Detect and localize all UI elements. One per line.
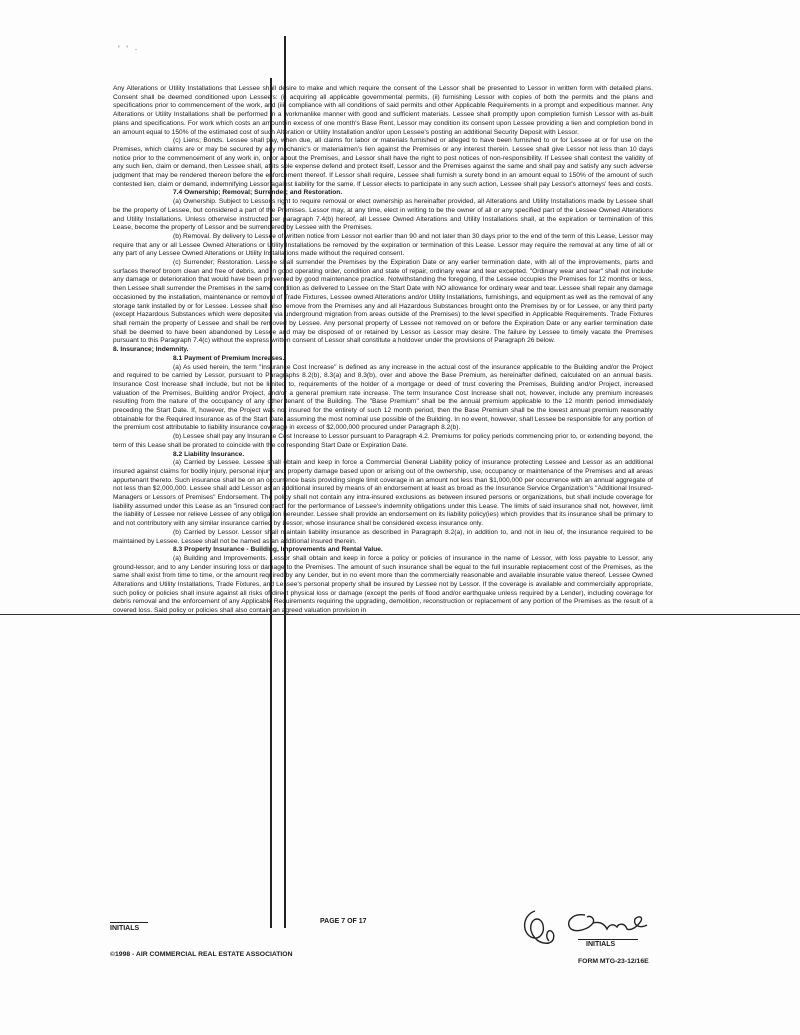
- lease-body-text: [113, 85, 653, 616]
- paragraph-carried-by-lessee: (a) Carried by Lessee. Lessee shall obtain and keep in force a Commercial General Liability policy of insurance protecting Lessee and Lessor as an additional insured against claims for bodily injury, personal injury and property damage based upon or arising out of the ownership, use, occupancy or maintenance of the Premises and all areas appurtenant thereto. Such insurance shall be on an occurrence basis providing single limit coverage in an amount not less than $1,000,000 per occurrence with an annual aggregate of not less than $2,000,000. Lessee shall add Lessor as an additional insured by means of an endorsement at least as broad as the Insurance Service Organization's "Additional Insured-Managers or Lessors of Premises" Endorsement. The policy shall not contain any intra-insured exclusions as between insured persons or organizations, but shall include coverage for liability assumed under this Lease as an "insured contract" for the performance of Lessee's indemnity obligations under this Lease. The limits of said insurance shall not, however, limit the liability of Lessee nor relieve Lessee of any obligation hereunder. Lessee shall provide an endorsement on its liability policy(ies) which provides that its insurance shall be primary to and not contributory with any similar insurance carried by Lessor, whose insurance shall be considered excess insurance only.: [113, 459, 653, 528]
- corner-mark: ' ' ·: [118, 44, 140, 54]
- paragraph-carried-by-lessor: (b) Carried by Lessor. Lessor shall maintain liability insurance as described in Paragraph 8.2(a), in addition to, and not in lieu of, the insurance required to be maintained by Lessee. Lessee shall not be named as an additional insured therein.: [113, 528, 653, 545]
- initials-line-right: [578, 939, 638, 940]
- initials-right: [586, 941, 615, 948]
- paragraph-liens-bonds: (c) Liens; Bonds. Lessee shall pay, when due, all claims for labor or materials furnished or alleged to have been furnished to or for Lessee at or for use on the Premises, which claims are or may be secured by any mechanic's or materialmen's lien against the Premises or any interest therein. Lessee shall give Lessor not less than 10 days notice prior to the commencement of any work in, on or about the Premises, and Lessor shall have the right to post notices of non-responsibility. If Lessee shall contest the validity of any such lien, claim or demand, then Lessee shall, at its sole expense defend and protect itself, Lessor and the Premises against the same and shall pay and satisfy any such adverse judgment that may be rendered thereon before the enforcement thereof. If Lessor shall require, Lessee shall furnish a surety bond in an amount equal to 150% of the amount of such contested lien, claim or demand, indemnifying Lessor against liability for the same. If Lessor elects to participate in any such action, Lessee shall pay Lessor's attorneys' fees and costs.: [113, 137, 653, 188]
- heading-8-2: 8.2 Liability Insurance.: [173, 450, 245, 458]
- heading-8: 8. Insurance; Indemnity.: [113, 346, 189, 354]
- paragraph-surrender: (c) Surrender; Restoration. Lessee shall surrender the Premises by the Expiration Date or any earlier termination date, with all of the improvements, parts and surfaces thereof broom clean and free of debris, and in good operating order, condition and state of repair, ordinary wear and tear excepted. "Ordinary wear and tear" shall not include any damage or deterioration that would have been prevented by good maintenance practice. Notwithstanding the foregoing, if the Lessee occupies the Premises for 12 months or less, then Lessee shall surrender the Premises in the same condition as delivered to Lessee on the Start Date with NO allowance for ordinary wear and tear. Lessee shall repair any damage occasioned by the installation, maintenance or removal of Trade Fixtures, Lessee owned Alterations and/or Utility Installations, furnishings, and equipment as well as the removal of any storage tank installed by or for Lessee. Lessee shall also remove from the Premises any and all Hazardous Substances brought onto the Premises by or for Lessee, or any third party (except Hazardous Substances which were deposited via underground migration from areas outside of the Premises) to the level specified in Applicable Requirements. Trade Fixtures shall remain the property of Lessee and shall be removed by Lessee. Any personal property of Lessee not removed on or before the Expiration Date or any earlier termination date shall be deemed to have been abandoned by Lessee and may be disposed of or retained by Lessor as Lessor may desire. The failure by Lessee to timely vacate the Premises pursuant to this Paragraph 7.4(c) without the express written consent of Lessor shall constitute a holdover under the provisions of Paragraph 26 below.: [113, 259, 653, 345]
- paragraph-ownership: (a) Ownership. Subject to Lessor's right to require removal or elect ownership as hereinafter provided, all Alterations and Utility Installations made by Lessee shall be the property of Lessee, but considered a part of the Premises. Lessor may, at any time, elect in writing to be the owner of all or any specified part of the Lessee Owned Alterations and Utility Installations. Unless otherwise instructed per paragraph 7.4(b) hereof, all Lessee Owned Alterations and Utility Installations shall, at the expiration or termination of this Lease, become the property of Lessor and be surrendered by Lessee with the Premises.: [113, 198, 653, 232]
- heading-7-4: 7.4 Ownership; Removal; Surrender; and Restoration.: [173, 189, 343, 197]
- form-number: FORM MTG-23-12/16E: [578, 958, 649, 965]
- heading-8-1: 8.1 Payment of Premium Increases.: [173, 354, 285, 362]
- heading-8-3: 8.3 Property Insurance - Building, Improvements and Rental Value.: [173, 546, 383, 554]
- page-number: PAGE 7 OF 17: [320, 918, 367, 925]
- initials-right-label: INITIALS: [586, 941, 616, 948]
- paragraph-premium-payment: (b) Lessee shall pay any Insurance Cost Increase to Lessor pursuant to Paragraph 4.2. Premiums for policy periods commencing prior to, or extending beyond, the term of this Lease shall be prorated to coincide with the corresponding Start Date or Expiration Date.: [113, 433, 653, 449]
- initials-line-left: [110, 922, 148, 923]
- paragraph-removal: (b) Removal. By delivery to Lessee of written notice from Lessor not earlier than 90 and not later than 30 days prior to the end of the term of this Lease, Lessor may require that any or all Lessee Owned Alterations or Utility Installations be removed by the expiration or termination of this Lease. Lessor may require the removal at any time of all or any part of any Lessee Owned Alterations or Utility Installations made without the required consent.: [113, 232, 653, 258]
- initials-left-label: INITIALS: [110, 925, 140, 932]
- initials-left: [110, 925, 139, 932]
- paragraph-building-improvements: (a) Building and Improvements. Lessor shall obtain and keep in force a policy or policies of insurance in the name of Lessor, with loss payable to Lessor, any ground-lessor, and to any Lender insuring loss or damage to the Premises. The amount of such insurance shall be equal to the full insurable replacement cost of the Premises, as the same shall exist from time to time, or the amount required by any Lender, but in no event more than the commercially reasonable and available insurable value thereof. Lessee Owned Alterations and Utility Installations, Trade Fixtures, and Lessee's personal property shall be insured by Lessee not by Lessor. If the coverage is available and commercially appropriate, such policy or policies shall insure against all risks of direct physical loss or damage (except the perils of flood and/or earthquake unless required by a Lender), including coverage for debris removal and the enforcement of any Applicable Requirements requiring the upgrading, demolition, reconstruction or replacement of any portion of the Premises as the result of a covered loss. Said policy or policies shall also contain an agreed valuation provision in: [113, 554, 653, 615]
- paragraph-alterations-consent: Any Alterations or Utility Installations that Lessee shall desire to make and which require the consent of the Lessor shall be presented to Lessor in written form with detailed plans. Consent shall be deemed conditioned upon Lessee's: (i) acquiring all applicable governmental permits, (ii) furnishing Lessor with copies of both the permits and the plans and specifications prior to commencement of the work, and (iii) compliance with all conditions of said permits and other Applicable Requirements in a prompt and expeditious manner. Any Alterations or Utility Installations shall be performed in a workmanlike manner with good and sufficient materials. Lessee shall promptly upon completion furnish Lessor with as-built plans and specifications. For work which costs an amount in excess of one month's Base Rent, Lessor may condition its consent upon Lessee providing a lien and completion bond in an amount equal to 150% of the estimated cost of such Alteration or Utility Installation and/or upon Lessee's posting an additional Security Deposit with Lessor.: [113, 85, 653, 136]
- copyright-notice: ©1998 - AIR COMMERCIAL REAL ESTATE ASSOCIATION: [110, 951, 293, 958]
- paragraph-insurance-cost-increase: (a) As used herein, the term "Insurance Cost Increase" is defined as any increase in the actual cost of the insurance applicable to the Building and/or the Project and required to be carried by Lessor, pursuant to Paragraphs 8.2(b), 8.3(a) and 8.3(b), over and above the Base Premium, as hereinafter defined, calculated on an annual basis. Insurance Cost Increase shall include, but not be limited to, requirements of the holder of a mortgage or deed of trust covering the Premises, Building and/or Project, increased valuation of the Premises, Building and/or Project, and/or a general premium rate increase. The term Insurance Cost Increase shall not, however, include any premium increases resulting from the nature of the occupancy of any other tenant of the Building. The "Base Premium" shall be the annual premium applicable to the 12 month period immediately preceding the Start Date. If, however, the Project was not insured for the entirety of such 12 month period, then the Base Premium shall be the lowest annual premium reasonably obtainable for the Required Insurance as of the Start Date, assuming the most nominal use possible of the Building. In no event, however, shall Lessee be responsible for any portion of the premium cost attributable to liability insurance coverage in excess of $2,000,000 procured under Paragraph 8.2(b).: [113, 363, 653, 432]
